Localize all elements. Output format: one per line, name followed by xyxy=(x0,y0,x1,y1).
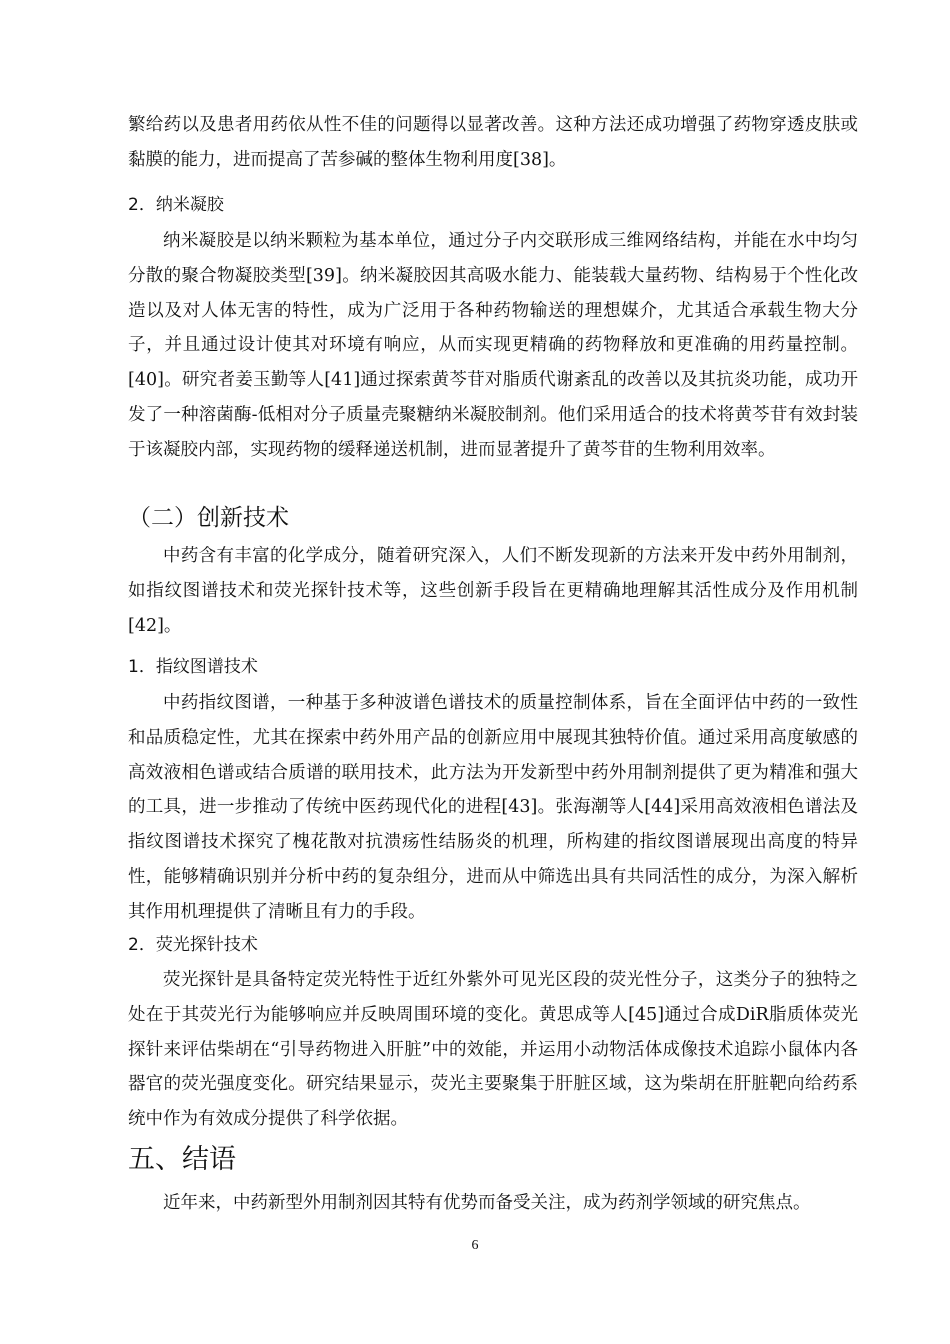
heading-innovative-technology: （二）创新技术 xyxy=(128,505,289,531)
paragraph-conclusion: 近年来，中药新型外用制剂因其特有优势而备受关注，成为药剂学领域的研究焦点。 xyxy=(163,1193,811,1213)
heading-fingerprint: 1．指纹图谱技术 xyxy=(128,657,258,677)
paragraph-fingerprint: 中药指纹图谱，一种基于多种波谱色谱技术的质量控制体系，旨在全面评估中药的一致性和品质稳定性，尤其在探索中药外用产品的创新应用中展现其独特价值。通过采用高度敏感的高效液相色谱或结合质谱的联用技术，此方法为开发新型中药外用制剂提供了更为精准和强大的工具，进一步推动了传统中医药现代化的进程[43]。张海潮等人[44]采用高效液相色谱法及指纹图谱技术探究了槐花散对抗溃疡性结肠炎的机理，所构建的指纹图谱展现出高度的特异性，能够精确识别并分析中药的复杂组分，进而从中筛选出具有共同活性的成分，为深入解析其作用机理提供了清晰且有力的手段。 xyxy=(128,693,858,922)
heading-fluorescent-probe: 2．荧光探针技术 xyxy=(128,935,258,955)
page-number: 6 xyxy=(471,1238,479,1253)
heading-conclusion: 五、结语 xyxy=(128,1144,236,1175)
paragraph-microemulsion-end: 繁给药以及患者用药依从性不佳的问题得以显著改善。这种方法还成功增强了药物穿透皮肤或黏膜的能力，进而提高了苦参碱的整体生物利用度[38]。 xyxy=(128,115,858,170)
heading-nanogel: 2．纳米凝胶 xyxy=(128,195,224,215)
paragraph-innovative-technology: 中药含有丰富的化学成分，随着研究深入，人们不断发现新的方法来开发中药外用制剂，如指纹图谱技术和荧光探针技术等，这些创新手段旨在更精确地理解其活性成分及作用机制[42]。 xyxy=(128,546,858,636)
paragraph-fluorescent-probe: 荧光探针是具备特定荧光特性于近红外紫外可见光区段的荧光性分子，这类分子的独特之处在于其荧光行为能够响应并反映周围环境的变化。黄思成等人[45]通过合成DiR脂质体荧光探针来评估柴胡在“引导药物进入肝脏”中的效能，并运用小动物活体成像技术追踪小鼠体内各器官的荧光强度变化。研究结果显示，荧光主要聚集于肝脏区域，这为柴胡在肝脏靶向给药系统中作为有效成分提供了科学依据。 xyxy=(128,970,858,1130)
paragraph-nanogel: 纳米凝胶是以纳米颗粒为基本单位，通过分子内交联形成三维网络结构，并能在水中均匀分散的聚合物凝胶类型[39]。纳米凝胶因其高吸水能力、能装载大量药物、结构易于个性化改造以及对人体无害的特性，成为广泛用于各种药物输送的理想媒介，尤其适合承载生物大分子，并且通过设计使其对环境有响应，从而实现更精确的药物释放和更准确的用药量控制。[40]。研究者姜玉勤等人[41]通过探索黄芩苷对脂质代谢紊乱的改善以及其抗炎功能，成功开发了一种溶菌酶-低相对分子质量壳聚糖纳米凝胶制剂。他们采用适合的技术将黄芩苷有效封装于该凝胶内部，实现药物的缓释递送机制，进而显著提升了黄芩苷的生物利用效率。 xyxy=(128,231,858,460)
